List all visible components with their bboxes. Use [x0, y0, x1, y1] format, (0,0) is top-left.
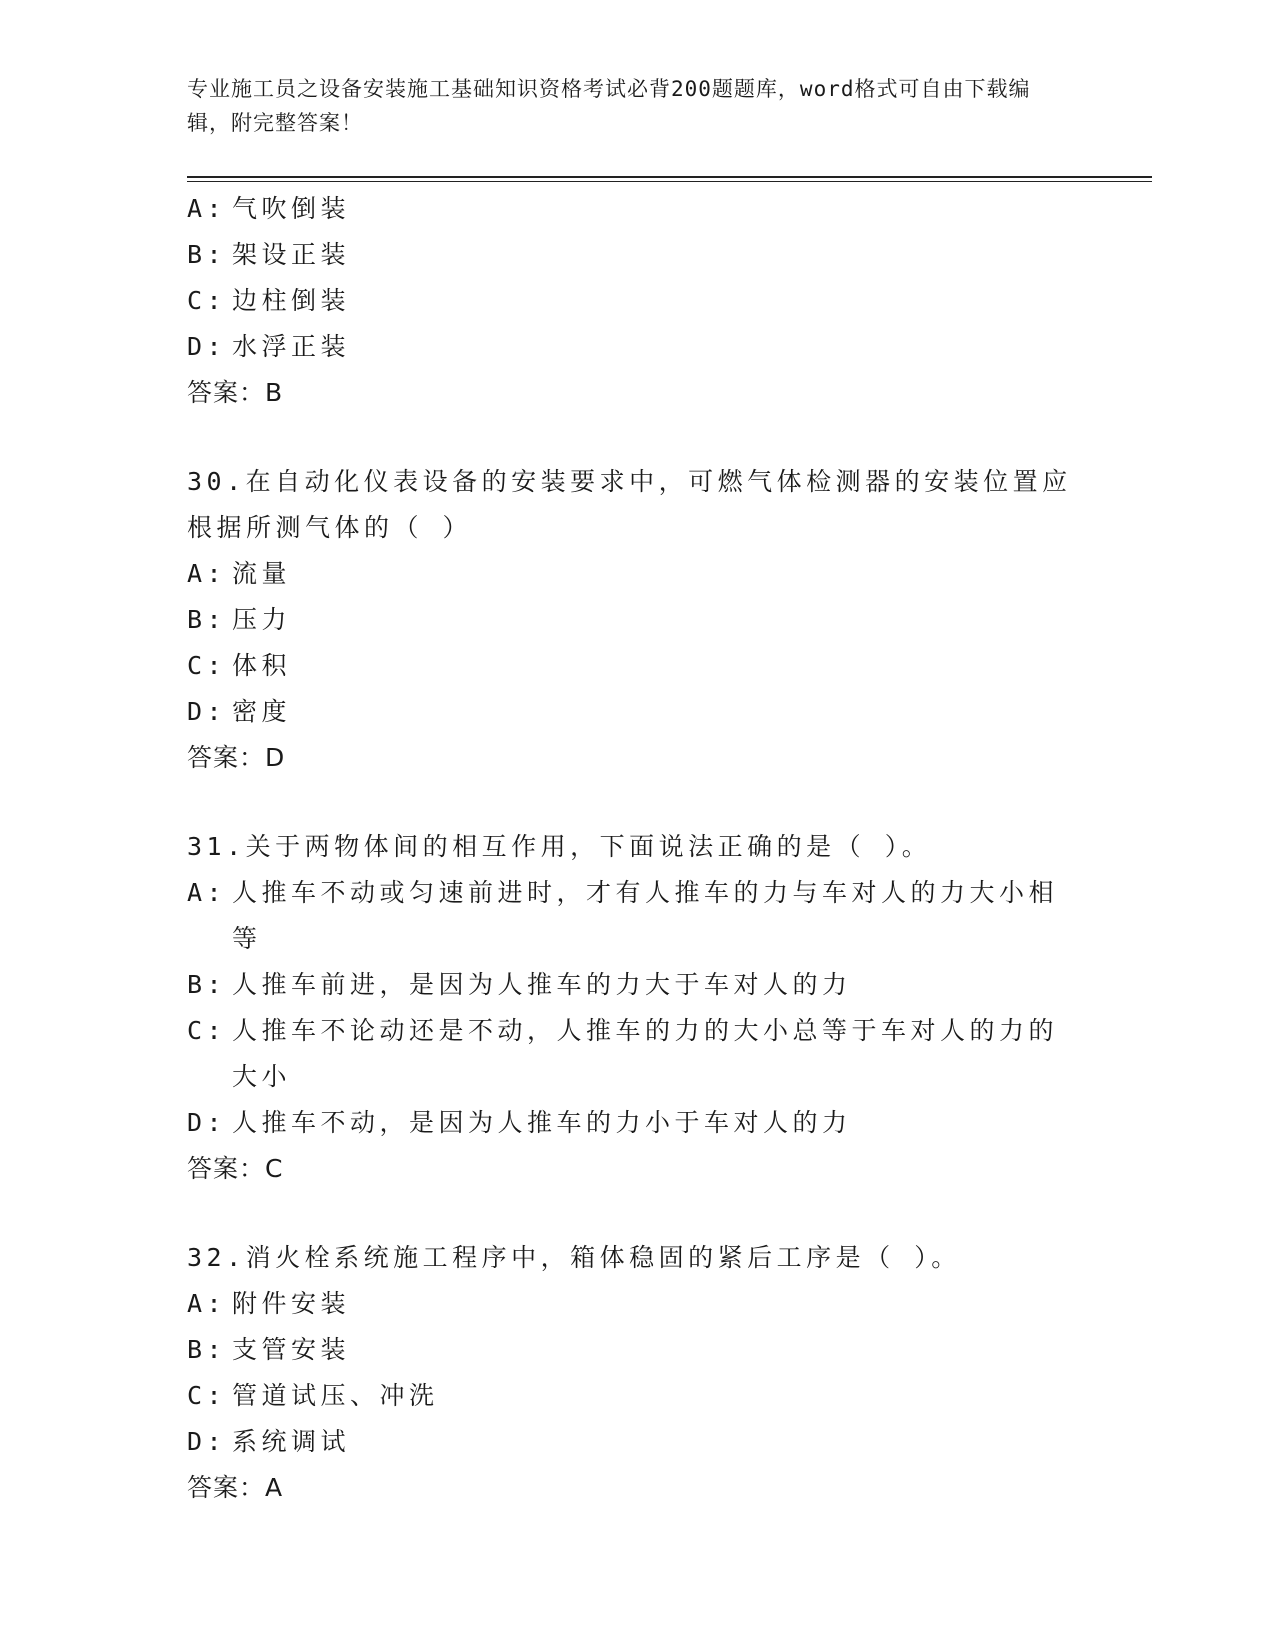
option-a: [187, 1281, 1087, 1327]
option-text: 附件安装: [232, 1289, 351, 1318]
option-b: [187, 597, 1087, 643]
option-letter: D:: [187, 332, 227, 361]
option-letter: A:: [187, 559, 227, 588]
answer-line: 答案：D: [187, 743, 286, 772]
option-letter: A:: [187, 194, 227, 223]
option-text: 人推车不动，是因为人推车的力小于车对人的力: [232, 1108, 852, 1137]
question-block-31: [187, 824, 1087, 1192]
question-text: 32.消火栓系统施工程序中，箱体稳固的紧后工序是（ ）。: [187, 1243, 961, 1272]
option-text: 人推车前进，是因为人推车的力大于车对人的力: [232, 970, 852, 999]
answer-line: 答案：B: [187, 378, 284, 407]
option-c: [187, 1373, 1087, 1419]
option-c: [187, 643, 1087, 689]
option-text: 管道试压、冲洗: [232, 1381, 439, 1410]
option-b: [187, 232, 1087, 278]
question-list: [187, 186, 1087, 1554]
question-block-29: [187, 186, 1087, 416]
option-letter: D:: [187, 697, 227, 726]
option-letter: B:: [187, 240, 227, 269]
option-text: 人推车不论动还是不动，人推车的力的大小总等于车对人的力的大小: [232, 1016, 1059, 1091]
option-d: [187, 689, 1087, 735]
question-block-32: [187, 1235, 1087, 1511]
question-text: 31.关于两物体间的相互作用，下面说法正确的是（ ）。: [187, 832, 932, 861]
option-text: 体积: [232, 651, 292, 680]
option-d: [187, 324, 1087, 370]
option-d: [187, 1419, 1087, 1465]
option-text: 密度: [232, 697, 292, 726]
option-c: [187, 1008, 1087, 1100]
option-d: [187, 1100, 1087, 1146]
option-a: [187, 551, 1087, 597]
option-letter: B:: [187, 1335, 227, 1364]
option-b: [187, 962, 1087, 1008]
option-letter: C:: [187, 286, 227, 315]
option-letter: B:: [187, 605, 227, 634]
option-text: 水浮正装: [232, 332, 351, 361]
option-a: [187, 186, 1087, 232]
answer-line: 答案：A: [187, 1473, 284, 1502]
option-a: [187, 870, 1087, 962]
answer-line: 答案：C: [187, 1154, 284, 1183]
question-text: 30.在自动化仪表设备的安装要求中，可燃气体检测器的安装位置应根据所测气体的（ ）: [187, 467, 1072, 542]
option-letter: D:: [187, 1108, 227, 1137]
option-text: 压力: [232, 605, 292, 634]
option-text: 人推车不动或匀速前进时，才有人推车的力与车对人的力大小相等: [232, 878, 1059, 953]
option-c: [187, 278, 1087, 324]
option-letter: D:: [187, 1427, 227, 1456]
option-text: 流量: [232, 559, 292, 588]
option-letter: C:: [187, 1381, 227, 1410]
option-letter: C:: [187, 651, 227, 680]
option-letter: C:: [187, 1016, 227, 1045]
option-text: 边柱倒装: [232, 286, 351, 315]
option-text: 系统调试: [232, 1427, 351, 1456]
option-text: 气吹倒装: [232, 194, 351, 223]
option-letter: B:: [187, 970, 227, 999]
header-divider: [187, 176, 1152, 182]
option-b: [187, 1327, 1087, 1373]
question-block-30: [187, 459, 1087, 781]
option-letter: A:: [187, 1289, 227, 1318]
document-header: 专业施工员之设备安装施工基础知识资格考试必背200题题库，word格式可自由下载编辑，附完整答案！: [187, 77, 1031, 135]
option-text: 支管安装: [232, 1335, 351, 1364]
option-text: 架设正装: [232, 240, 351, 269]
option-letter: A:: [187, 878, 227, 907]
